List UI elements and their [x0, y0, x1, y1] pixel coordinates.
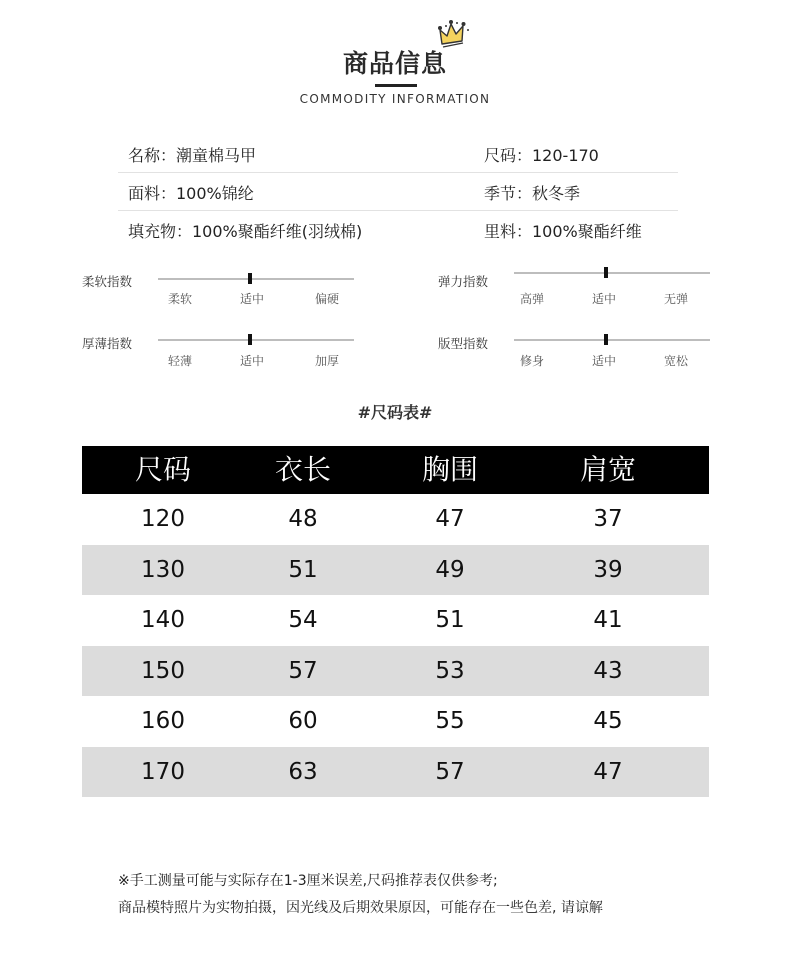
- page-subtitle: COMMODITY INFORMATION: [299, 92, 491, 106]
- info-lining: 里料：100%聚酯纤维: [484, 222, 642, 241]
- thickness-tick-thick: 加厚: [314, 354, 339, 368]
- cell-shoulder: 41: [593, 607, 623, 633]
- elasticity-index-label: 弹力指数: [438, 274, 489, 289]
- cell-shoulder: 43: [593, 657, 623, 684]
- color-disclaimer-note: 商品模特照片为实物拍摄，因光线及后期效果原因，可能存在一些色差, 请谅解: [118, 900, 603, 916]
- fit-index-marker: [604, 334, 608, 345]
- fit-tick-loose: 宽松: [663, 354, 688, 368]
- cell-length: 48: [288, 506, 318, 532]
- cell-length: 60: [288, 708, 318, 734]
- header-chest: 胸围: [421, 453, 478, 486]
- size-table-title: #尺码表#: [357, 403, 433, 422]
- cell-size: 140: [141, 607, 185, 633]
- table-row: [82, 545, 709, 596]
- size-table: [82, 446, 709, 797]
- cell-length: 63: [288, 758, 318, 785]
- cell-chest: 55: [435, 708, 465, 734]
- softness-tick-medium: 适中: [239, 292, 264, 306]
- table-row: [82, 696, 709, 747]
- cell-shoulder: 39: [593, 556, 623, 583]
- elasticity-index-track: [514, 272, 710, 274]
- softness-tick-hard: 偏硬: [314, 292, 339, 306]
- fit-tick-slim: 修身: [519, 354, 544, 368]
- info-name: 名称：潮童棉马甲: [128, 146, 257, 165]
- info-row: [118, 134, 678, 173]
- header-length: 衣长: [274, 453, 331, 486]
- table-row: [82, 646, 709, 697]
- softness-index-label: 柔软指数: [82, 274, 133, 289]
- fit-index-label: 版型指数: [438, 336, 489, 351]
- header-shoulder: 肩宽: [579, 453, 636, 486]
- table-row: [82, 747, 709, 798]
- title-underline: [375, 84, 417, 87]
- softness-tick-soft: 柔软: [167, 292, 192, 306]
- elasticity-index-marker: [604, 267, 608, 278]
- cell-shoulder: 45: [593, 708, 623, 734]
- cell-length: 51: [288, 556, 318, 583]
- cell-length: 57: [288, 657, 318, 684]
- thickness-tick-thin: 轻薄: [167, 354, 192, 368]
- cell-shoulder: 37: [593, 506, 623, 532]
- thickness-index-track: [158, 339, 354, 341]
- measurement-note: ※手工测量可能与实际存在1-3厘米误差,尺码推荐表仅供参考;: [118, 873, 498, 889]
- cell-size: 120: [141, 506, 185, 532]
- thickness-index-label: 厚薄指数: [82, 336, 133, 351]
- cell-length: 54: [288, 607, 318, 633]
- cell-chest: 51: [435, 607, 465, 633]
- cell-shoulder: 47: [593, 758, 623, 785]
- elasticity-tick-none: 无弹: [663, 292, 688, 306]
- thickness-tick-medium: 适中: [239, 354, 264, 368]
- table-row: [82, 595, 709, 646]
- size-table-header: [82, 446, 709, 494]
- cell-chest: 49: [435, 556, 465, 583]
- thickness-index-marker: [248, 334, 252, 345]
- info-season: 季节：秋冬季: [484, 184, 581, 203]
- info-row: [118, 210, 678, 248]
- header-size: 尺码: [134, 453, 191, 486]
- cell-size: 160: [141, 708, 185, 734]
- fit-index-track: [514, 339, 710, 341]
- cell-size: 150: [141, 657, 185, 684]
- cell-chest: 47: [435, 506, 465, 532]
- cell-chest: 57: [435, 758, 465, 785]
- info-fabric: 面料：100%锦纶: [128, 184, 254, 203]
- crown-icon: [434, 14, 474, 54]
- page-title: 商品信息: [342, 49, 447, 78]
- cell-size: 170: [141, 758, 185, 785]
- softness-index-marker: [248, 273, 252, 284]
- elasticity-tick-medium: 适中: [591, 292, 616, 306]
- elasticity-tick-high: 高弹: [519, 292, 544, 306]
- info-row: [118, 172, 678, 211]
- softness-index-track: [158, 278, 354, 280]
- info-filling: 填充物：100%聚酯纤维(羽绒棉): [128, 222, 363, 241]
- cell-size: 130: [141, 556, 185, 583]
- info-size: 尺码：120-170: [484, 146, 599, 165]
- table-row: [82, 494, 709, 545]
- cell-chest: 53: [435, 657, 465, 684]
- fit-tick-medium: 适中: [591, 354, 616, 368]
